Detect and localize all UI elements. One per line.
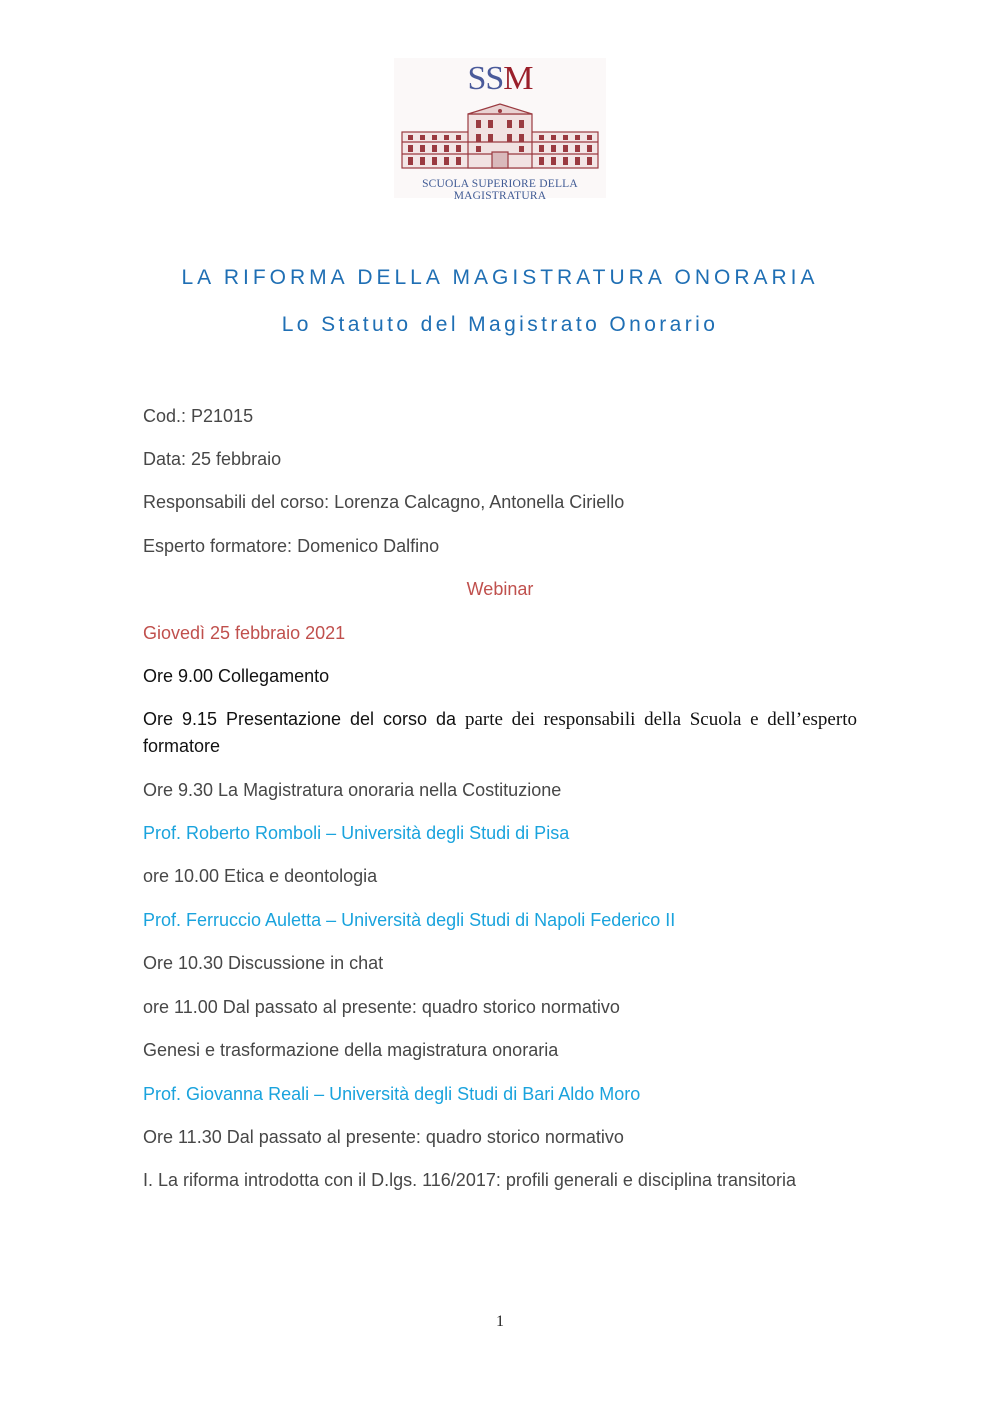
ssm-logo (394, 58, 606, 202)
building-icon (396, 102, 604, 174)
program-item: ore 10.00 Etica e deontologia (143, 866, 378, 886)
program-item: Ore 11.30 Dal passato al presente: quadro storico normativo (143, 1127, 624, 1147)
course-mode: Webinar (466, 579, 534, 599)
document-title: LA RIFORMA DELLA MAGISTRATURA ONORARIA (181, 266, 819, 289)
course-day: Giovedì 25 febbraio 2021 (143, 623, 346, 643)
program-item: Ore 10.30 Discussione in chat (143, 953, 384, 973)
course-managers: Responsabili del corso: Lorenza Calcagno, Antonella Ciriello (143, 492, 625, 512)
speaker-line: Prof. Ferruccio Auletta – Università degli Studi di Napoli Federico II (143, 910, 676, 930)
program-item: Ore 9.15 Presentazione del corso da parte dei responsabili della Scuola e dell’esperto (143, 709, 857, 730)
speaker-line: Prof. Roberto Romboli – Università degli Studi di Pisa (143, 823, 570, 843)
program-item: Ore 9.00 Collegamento (143, 666, 330, 686)
logo-caption: SCUOLA SUPERIORE DELLA MAGISTRATURA (422, 178, 578, 202)
program-item: Genesi e trasformazione della magistratura onoraria (143, 1040, 559, 1060)
document-subtitle: Lo Statuto del Magistrato Onorario (281, 313, 719, 336)
course-date: Data: 25 febbraio (143, 449, 282, 469)
program-item: ore 11.00 Dal passato al presente: quadro storico normativo (143, 997, 620, 1017)
page-number: 1 (496, 1313, 504, 1330)
ssm-logo-letters: SSM (467, 60, 533, 97)
course-code: Cod.: P21015 (143, 406, 254, 426)
course-expert: Esperto formatore: Domenico Dalfino (143, 536, 440, 556)
program-item: Ore 9.30 La Magistratura onoraria nella Costituzione (143, 780, 562, 800)
speaker-line: Prof. Giovanna Reali – Università degli Studi di Bari Aldo Moro (143, 1084, 641, 1104)
program-item: I. La riforma introdotta con il D.lgs. 116/2017: profili generali e disciplina transitoria (143, 1170, 797, 1190)
program-item-continuation: formatore (143, 736, 221, 756)
